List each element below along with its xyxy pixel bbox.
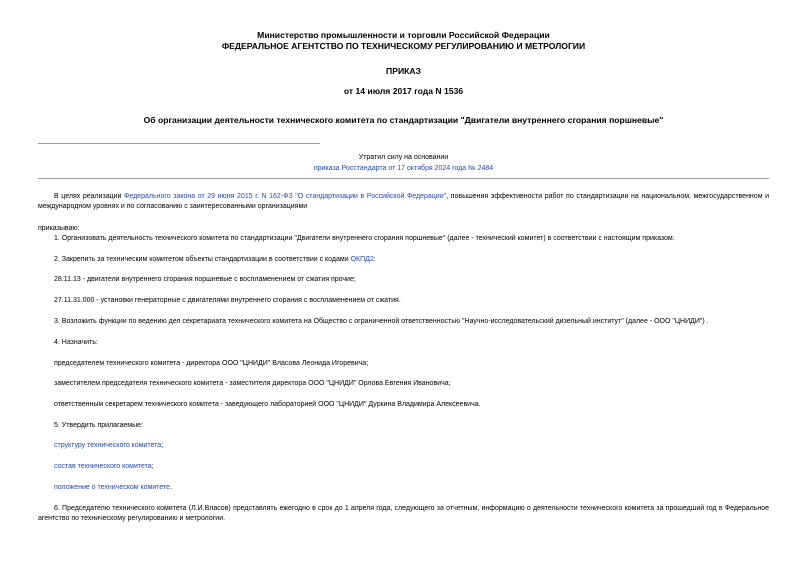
divider-short <box>38 143 320 144</box>
paragraph-5: 5. Утвердить прилагаемые: <box>54 422 143 429</box>
intro-text-pre: В целях реализации <box>54 193 125 200</box>
orders-text: приказываю: <box>38 225 80 232</box>
federal-law-link[interactable]: Федерального закона от 29 июня 2015 г. N 162-ФЗ "О стандартизации в Российской Федерации" <box>124 193 447 200</box>
divider-long <box>38 178 769 179</box>
paragraph-1: 1. Организовать деятельность технического комитета по стандартизации "Двигатели внутреннего сгорания поршневые" (далее - технический комитет) в соответствии с настоящим приказом. <box>54 235 675 242</box>
structure-link[interactable]: структуру технического комитета <box>54 442 162 449</box>
validity-link[interactable]: приказа Росстандарта от 17 октября 2024 года № 2484 <box>313 165 494 172</box>
approved-item-composition <box>54 462 154 472</box>
okpd2-link[interactable]: ОКПД2 <box>350 256 374 263</box>
agency-heading: ФЕДЕРАЛЬНОЕ АГЕНТСТВО ПО ТЕХНИЧЕСКОМУ РЕГУЛИРОВАНИЮ И МЕТРОЛОГИИ <box>221 41 586 51</box>
code-item-2: 27.11.31.000 - установки генераторные с двигателями внутреннего сгорания с воспламенением от сжатия. <box>54 297 401 304</box>
code-item-1: 28.11.13 - двигатели внутреннего сгорания поршневые с воспламенением от сжатия прочие; <box>54 276 356 283</box>
chair-appointment: председателем технического комитета - директора ООО "ЦНИДИ" Власова Леонида Игоревича; <box>54 360 369 367</box>
doc-type-heading: ПРИКАЗ <box>386 66 421 76</box>
intro-paragraph <box>38 192 769 212</box>
paragraph-4: 4. Назначить: <box>54 339 98 346</box>
doc-title-heading: Об организации деятельности технического комитета по стандартизации "Двигатели внутреннего сгорания поршневые" <box>143 115 664 125</box>
approved-item-regulation <box>54 483 172 493</box>
ministry-heading: Министерство промышленности и торговли Российской Федерации <box>257 30 550 40</box>
secretary-appointment: ответственным секретарем технического комитета - заведующего лабораторией ООО "ЦНИДИ" Дуркина Владимира Алексеевича. <box>54 401 481 408</box>
regulation-sep: . <box>170 484 173 491</box>
paragraph-2-colon: : <box>373 256 376 263</box>
approved-item-structure <box>54 441 163 451</box>
structure-sep: ; <box>161 442 164 449</box>
doc-date-heading: от 14 июля 2017 года N 1536 <box>343 86 464 96</box>
composition-link[interactable]: состав технического комитета <box>54 463 152 470</box>
regulation-link[interactable]: положение о техническом комитете <box>54 484 171 491</box>
paragraph-3: 3. Возложить функции по ведению дел секретариата технического комитета на Общество с ограниченной ответственностью "Научно-исследовательский дизельный институт" (далее - ООО "ЦНИДИ") . <box>54 318 709 325</box>
validity-note: Утратил силу на основании <box>358 154 449 161</box>
intro-text-post: , повышения эффективности работ по стандартизации на национальном, межгосударственном и международном уровнях и по согласованию с заинтересованными организациями <box>38 193 770 210</box>
paragraph-2 <box>54 255 376 265</box>
composition-sep: ; <box>151 463 154 470</box>
paragraph-6: 6. Председателю технического комитета (Л.И.Власов) представлять ежегодно в срок до 1 апреля года, следующего за отчетным, информацию о деятельности технического комитета за прошедший год в Федеральное агентство по техническому регулированию и метрологии. <box>38 505 769 522</box>
paragraph-2-text: 2. Закрепить за техническим комитетом объекты стандартизации в соответствии с кодами <box>54 256 351 263</box>
deputy-appointment: заместителем председателя технического комитета - заместителя директора ООО "ЦНИДИ" Орлова Евгения Ивановича; <box>54 380 451 387</box>
